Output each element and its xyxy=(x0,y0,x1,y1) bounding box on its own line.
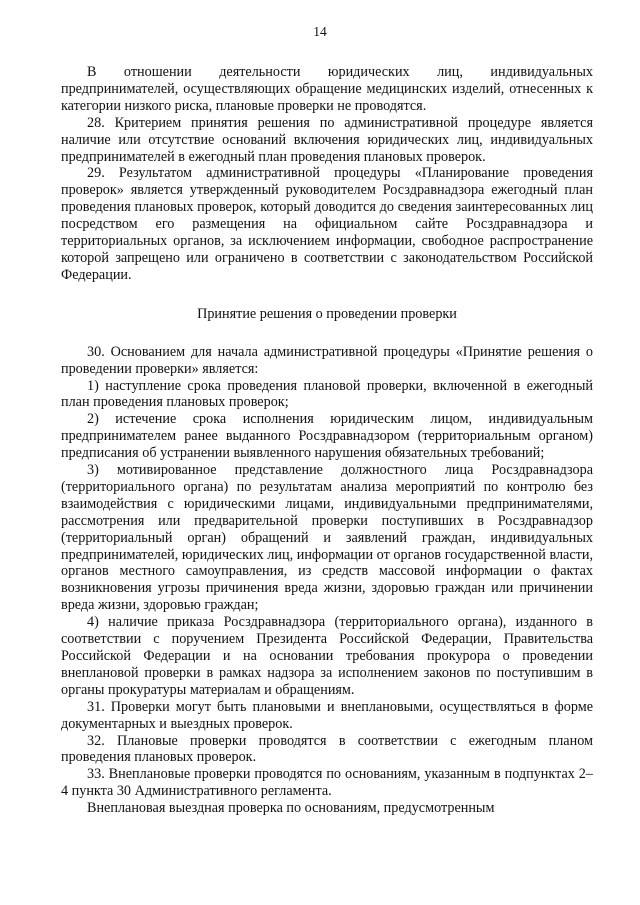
paragraph-31: 31. Проверки могут быть плановыми и внеплановыми, осуществляться в форме документарных и выездных проверок. xyxy=(61,698,593,732)
paragraph-unscheduled-onsite: Внеплановая выездная проверка по основаниям, предусмотренным xyxy=(87,800,495,817)
paragraph-33: 33. Внеплановые проверки проводятся по основаниям, указанным в подпунктах 2–4 пункта 30 Административного регламента. xyxy=(61,766,593,800)
paragraph-30-item-2: 2) истечение срока исполнения юридическим лицом, индивидуальным предпринимателем ранее выданного Росздравнадзором (территориальным органом) предписания об устранении выявленного нарушения обязательных требований; xyxy=(61,411,593,462)
paragraph-29: 29. Результатом административной процедуры «Планирование проведения проверок» является утвержденный руководителем Росздравнадзора ежегодный план проведения плановых проверок, который доводится до сведения заинтересованных лиц посредством его размещения на официальном сайте Росздравнадзора и территориальных органов, за исключением информации, свободное распространение которой запрещено или ограничено в соответствии с законодательством Российской Федерации. xyxy=(61,165,593,283)
spacer xyxy=(61,284,593,306)
document-body xyxy=(61,64,593,817)
paragraph-28: 28. Критерием принятия решения по административной процедуре является наличие или отсутствие оснований включения юридических лиц, индивидуальных предпринимателей в ежегодный план проведения плановых проверок. xyxy=(61,114,593,165)
paragraph-low-risk: В отношении деятельности юридических лиц, индивидуальных предпринимателей, осуществляющих обращение медицинских изделий, отнесенных к категории низкого риска, плановые проверки не проводятся. xyxy=(61,64,593,114)
page-number: 14 xyxy=(313,24,327,39)
paragraph-30: 30. Основанием для начала административной процедуры «Принятие решения о проведении проверки» является: xyxy=(61,343,593,377)
section-heading: Принятие решения о проведении проверки xyxy=(197,305,457,322)
paragraph-32: 32. Плановые проверки проводятся в соответствии с ежегодным планом проведения плановых проверок. xyxy=(61,732,593,766)
paragraph-30-item-4: 4) наличие приказа Росздравнадзора (территориального органа), изданного в соответствии с поручением Президента Российской Федерации, Правительства Российской Федерации и на основании требования прокурора о проведении внеплановой проверки в рамках надзора за исполнением законов по поступившим в органы прокуратуры материалам и обращениям. xyxy=(61,614,593,698)
paragraph-30-item-1: 1) наступление срока проведения плановой проверки, включенной в ежегодный план проведения плановых проверок; xyxy=(61,377,593,411)
paragraph-30-item-3: 3) мотивированное представление должностного лица Росздравнадзора (территориального органа) по результатам анализа мероприятий по контролю без взаимодействия с юридическими лицами, индивидуальными предпринимателями, рассмотрения или предварительной проверки поступивших в Росздравнадзор (территориальный орган) обращений и заявлений граждан, индивидуальных предпринимателей, юридических лиц, информации от органов государственной власти, органов местного самоуправления, из средств массовой информации о фактах возникновения угрозы причинения вреда жизни, здоровью граждан или причинении вреда жизни, здоровью граждан; xyxy=(61,462,593,614)
spacer xyxy=(61,323,593,344)
